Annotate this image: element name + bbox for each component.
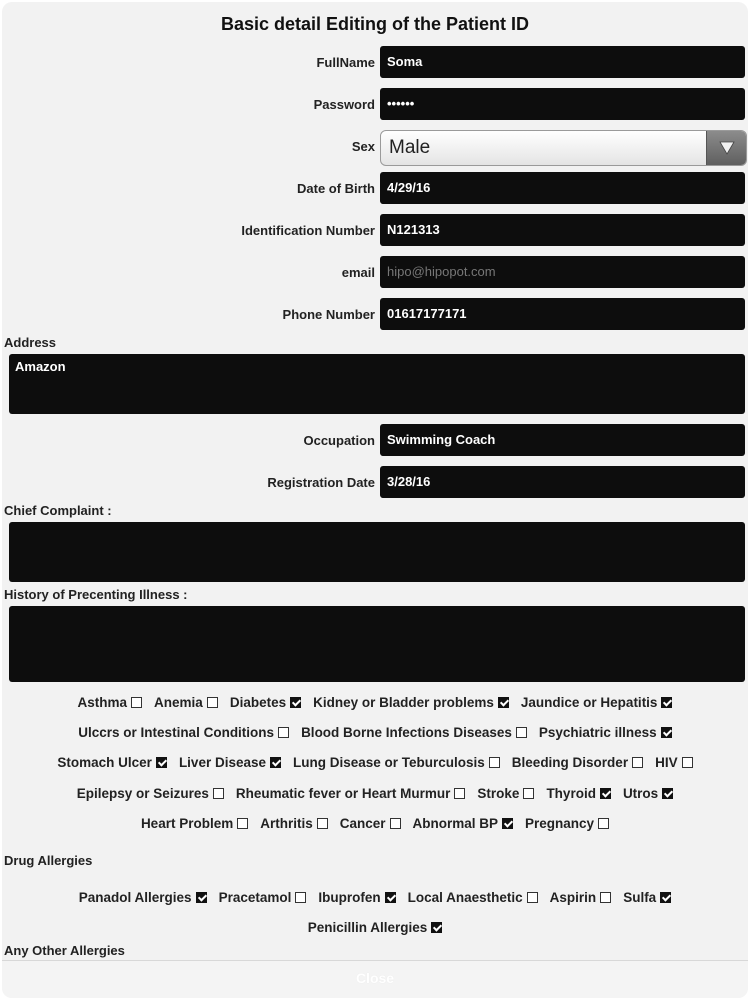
- checkbox-item[interactable]: [313, 695, 509, 710]
- checkbox-checked-icon[interactable]: [502, 818, 513, 829]
- idnum-label: Identification Number: [241, 223, 375, 238]
- email-input[interactable]: hipo@hipopot.com: [380, 256, 745, 288]
- idnum-input[interactable]: N121313: [380, 214, 745, 246]
- checkbox-item[interactable]: [78, 695, 143, 710]
- checkbox-item[interactable]: [57, 755, 167, 770]
- checklist-row: [2, 786, 748, 801]
- checkbox-item[interactable]: [521, 695, 673, 710]
- sex-select-value: Male: [389, 137, 431, 158]
- checkbox-label: Rheumatic fever or Heart Murmur: [235, 786, 451, 801]
- checkbox-item[interactable]: [77, 786, 224, 801]
- checkbox-label: Ibuprofen: [318, 890, 381, 905]
- checkbox-item[interactable]: [623, 890, 671, 905]
- checkbox-item[interactable]: [539, 725, 672, 740]
- checkbox-label: Penicillin Allergies: [307, 920, 428, 935]
- checkbox-label: Panadol Allergies: [78, 890, 192, 905]
- checkbox-label: Psychiatric illness: [538, 725, 657, 740]
- checkbox-item[interactable]: [477, 786, 534, 801]
- checkbox-empty-icon[interactable]: [317, 818, 328, 829]
- dob-label: Date of Birth: [297, 181, 375, 196]
- checkbox-label: Cancer: [339, 816, 386, 831]
- checkbox-label: Thyroid: [546, 786, 596, 801]
- checkbox-checked-icon[interactable]: [196, 892, 207, 903]
- checkbox-empty-icon[interactable]: [489, 757, 500, 768]
- chevron-down-icon[interactable]: [706, 131, 746, 165]
- checkbox-item[interactable]: [546, 786, 611, 801]
- checkbox-label: Aspirin: [549, 890, 597, 905]
- phone-input[interactable]: 01617177171: [380, 298, 745, 330]
- checkbox-item[interactable]: [408, 890, 538, 905]
- password-label: Password: [313, 97, 375, 112]
- chief-complaint-label: Chief Complaint :: [4, 503, 112, 518]
- checkbox-checked-icon[interactable]: [385, 892, 396, 903]
- checkbox-item[interactable]: [623, 786, 673, 801]
- checkbox-label: Bleeding Disorder: [511, 755, 629, 770]
- checkbox-label: Ulccrs or Intestinal Conditions: [78, 725, 275, 740]
- checkbox-label: Arthritis: [260, 816, 313, 831]
- checkbox-label: Stomach Ulcer: [57, 755, 152, 770]
- address-label: Address: [4, 335, 57, 350]
- checkbox-label: Heart Problem: [140, 816, 234, 831]
- dob-input[interactable]: 4/29/16: [380, 172, 745, 204]
- checkbox-item[interactable]: [308, 920, 443, 935]
- checklist-row: [2, 695, 748, 710]
- checkbox-label: Sulfa: [623, 890, 657, 905]
- checkbox-empty-icon[interactable]: [600, 892, 611, 903]
- checkbox-label: Pracetamol: [218, 890, 292, 905]
- checkbox-checked-icon[interactable]: [498, 697, 509, 708]
- checkbox-checked-icon[interactable]: [662, 788, 673, 799]
- checkbox-label: Utros: [622, 786, 659, 801]
- page-title: Basic detail Editing of the Patient ID: [220, 14, 530, 34]
- footer-bar: [2, 960, 748, 998]
- checkbox-item[interactable]: [293, 755, 500, 770]
- checkbox-label: Lung Disease or Teburculosis: [293, 755, 485, 770]
- checkbox-item[interactable]: [260, 816, 328, 831]
- checkbox-item[interactable]: [512, 755, 643, 770]
- checkbox-empty-icon[interactable]: [390, 818, 401, 829]
- checkbox-item[interactable]: [78, 725, 289, 740]
- checkbox-checked-icon[interactable]: [270, 757, 281, 768]
- checkbox-empty-icon[interactable]: [295, 892, 306, 903]
- checkbox-label: Diabetes: [229, 695, 287, 710]
- checkbox-empty-icon[interactable]: [131, 697, 142, 708]
- regdate-input[interactable]: 3/28/16: [380, 466, 745, 498]
- regdate-label: Registration Date: [267, 475, 375, 490]
- checkbox-checked-icon[interactable]: [156, 757, 167, 768]
- checkbox-empty-icon[interactable]: [454, 788, 465, 799]
- occupation-label: Occupation: [303, 433, 375, 448]
- checkbox-item[interactable]: [79, 890, 207, 905]
- checkbox-label: Abnormal BP: [412, 816, 499, 831]
- checkbox-empty-icon[interactable]: [207, 697, 218, 708]
- checkbox-label: Local Anaesthetic: [407, 890, 523, 905]
- other-allergies-label: Any Other Allergies: [4, 943, 125, 958]
- checkbox-item[interactable]: [154, 695, 218, 710]
- checkbox-label: Liver Disease: [178, 755, 266, 770]
- drug-allergies-label: Drug Allergies: [4, 853, 93, 868]
- checkbox-label: Stroke: [477, 786, 520, 801]
- checkbox-empty-icon[interactable]: [516, 727, 527, 738]
- checkbox-label: Blood Borne Infections Diseases: [301, 725, 512, 740]
- checkbox-item[interactable]: [236, 786, 466, 801]
- history-label: History of Precenting Illness :: [4, 587, 188, 602]
- close-button[interactable]: Close: [355, 970, 395, 986]
- fullname-input[interactable]: Soma: [380, 46, 745, 78]
- checkbox-empty-icon[interactable]: [278, 727, 289, 738]
- checkbox-checked-icon[interactable]: [600, 788, 611, 799]
- checklist-row: [2, 755, 748, 770]
- fullname-label: FullName: [316, 55, 375, 70]
- checkbox-checked-icon[interactable]: [661, 697, 672, 708]
- checkbox-item[interactable]: [340, 816, 401, 831]
- checkbox-empty-icon[interactable]: [632, 757, 643, 768]
- phone-label: Phone Number: [282, 307, 375, 322]
- checkbox-empty-icon[interactable]: [523, 788, 534, 799]
- occupation-input[interactable]: Swimming Coach: [380, 424, 745, 456]
- checkbox-item[interactable]: [318, 890, 395, 905]
- checkbox-label: Anemia: [154, 695, 203, 710]
- checkbox-checked-icon[interactable]: [660, 892, 671, 903]
- checkbox-empty-icon[interactable]: [237, 818, 248, 829]
- checkbox-empty-icon[interactable]: [527, 892, 538, 903]
- address-textarea[interactable]: Amazon: [9, 354, 745, 414]
- checkbox-item[interactable]: [525, 816, 609, 831]
- password-input[interactable]: ••••••: [380, 88, 745, 120]
- checkbox-label: Jaundice or Hepatitis: [520, 695, 658, 710]
- checkbox-item[interactable]: [550, 890, 612, 905]
- checkbox-label: Asthma: [77, 695, 128, 710]
- checkbox-label: Pregnancy: [525, 816, 595, 831]
- checkbox-checked-icon[interactable]: [431, 922, 442, 933]
- email-label: email: [341, 265, 375, 280]
- checkbox-label: HIV: [655, 755, 678, 770]
- sex-select[interactable]: [380, 130, 747, 166]
- checklist-row: [2, 920, 748, 935]
- checkbox-item[interactable]: [179, 755, 281, 770]
- checkbox-item[interactable]: [655, 755, 693, 770]
- sex-label: Sex: [351, 139, 375, 154]
- checkbox-item[interactable]: [141, 816, 248, 831]
- checklist-row: [2, 725, 748, 740]
- checklist-row: [2, 816, 748, 831]
- checkbox-item[interactable]: [413, 816, 514, 831]
- checkbox-item[interactable]: [219, 890, 307, 905]
- checklist-row: [2, 890, 748, 905]
- checkbox-empty-icon[interactable]: [598, 818, 609, 829]
- checkbox-item[interactable]: [301, 725, 527, 740]
- checkbox-checked-icon[interactable]: [661, 727, 672, 738]
- history-textarea[interactable]: [9, 606, 745, 682]
- checkbox-empty-icon[interactable]: [213, 788, 224, 799]
- checkbox-item[interactable]: [230, 695, 301, 710]
- patient-edit-sheet: [2, 2, 748, 998]
- checkbox-empty-icon[interactable]: [682, 757, 693, 768]
- chief-complaint-textarea[interactable]: [9, 522, 745, 582]
- checkbox-label: Epilepsy or Seizures: [76, 786, 209, 801]
- checkbox-checked-icon[interactable]: [290, 697, 301, 708]
- checkbox-label: Kidney or Bladder problems: [313, 695, 494, 710]
